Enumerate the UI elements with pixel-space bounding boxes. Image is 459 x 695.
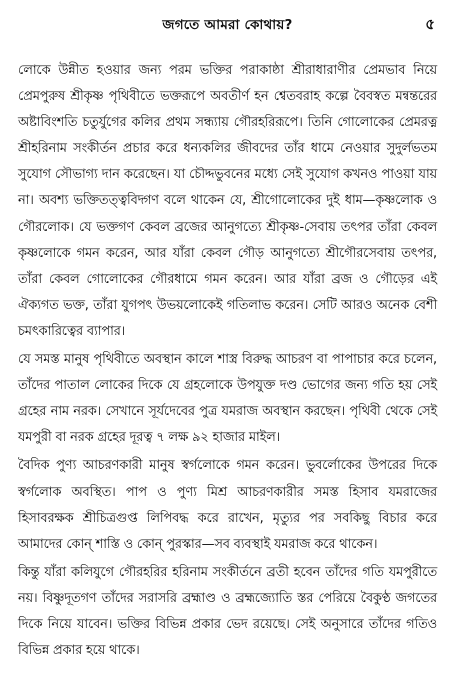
paragraph: যে সমস্ত মানুষ পৃথিবীতে অবস্থান কালে শাস্ত্র বিরুদ্ধ আচরণ বা পাপাচার করে চলেন, তাঁদের পাতাল লোকের দিকে যে গ্রহলোকে উপযুক্ত দণ্ড ভোগের জন্য গতি হয় সেই গ্রহের নাম নরক। সেখানে সূর্যদেবের পুত্র যমরাজ অবস্থান করছেন। পৃথিবী থেকে সেই যমপুরী বা নরক গ্রহের দূরত্ব ৭ লক্ষ ৯২ হাজার মাইল। — [18, 352, 437, 446]
page-header — [18, 14, 437, 36]
running-title: জগতে আমরা কোথায়? — [162, 17, 293, 33]
paragraph: কিন্তু যাঁরা কলিযুগে গৌরহরির হরিনাম সংকীর্তনে ব্রতী হবেন তাঁদের গতি যমপুরীতে নয়। বিষ্ণুদূতগণ তাঁদের সরাসরি ব্রহ্মাণ্ড ও ব্রহ্মজ্যোতি স্তর পেরিয়ে বৈকুণ্ঠ জগতের দিকে নিয়ে যাবেন। ভক্তির বিভিন্ন প্রকার ভেদ রয়েছে। সেই অনুসারে তাঁদের গতিও বিভিন্ন প্রকার হয়ে থাকে। — [18, 564, 437, 659]
paragraph: বৈদিক পুণ্য আচরণকারী মানুষ স্বর্গলোকে গমন করেন। ভুবর্লোকের উপরের দিকে স্বর্গলোক অবস্থিত। পাপ ও পুণ্য মিশ্র আচরণকারীর সমস্ত হিসাব যমরাজের হিসাবরক্ষক শ্রীচিত্রগুপ্ত লিপিবদ্ধ করে রাখেন, মৃত্যুর পর সবকিছু বিচার করে আমাদের কোন্ শাস্তি ও কোন্ পুরস্কার—সব ব্যবস্থাই যমরাজ করে থাকেন। — [18, 458, 437, 552]
body-text — [18, 58, 437, 664]
paragraph: লোকে উন্নীত হওয়ার জন্য পরম ভক্তির পরাকাষ্ঠা শ্রীরাধারাণীর প্রেমভাব নিয়ে প্রেমপুরুষ শ্রীকৃষ্ণ পৃথিবীতে ভক্তরূপে অবতীর্ণ হন শ্বেতবরাহ কল্পে বৈবস্বত মন্বন্তরের অষ্টাবিংশতি চতুর্যুগের কলির প্রথম সন্ধ্যায় গৌরহরিরূপে। তিনি গোলোকের প্রেমরত্ন শ্রীহরিনাম সংকীর্তন প্রচার করে ধন্যকলির জীবদের তাঁর ধামে নেওয়ার সুদুর্লভতম সুযোগ সৌভাগ্য দান করেছেন। যা চৌদ্দভুবনের মধ্যে সেই সুযোগ কখনও পাওয়া যায় না। অবশ্য ভক্তিতত্ত্ববিদ্গণ বলে থাকেন যে, শ্রীগোলোকের দুই ধাম—কৃষ্ণলোক ও গৌরলোক। যে ভক্তগণ কেবল ব্রজের আনুগত্যে শ্রীকৃষ্ণ-সেবায় তৎপর তাঁরা কেবল কৃষ্ণলোকে গমন করেন, আর যাঁরা কেবল গৌড় আনুগত্যে শ্রীগৌরসেবায় তৎপর, তাঁরা কেবল গোলোকের গৌরধামে গমন করেন। আর যাঁরা ব্রজ ও গৌড়ের এই ঐক্যগত ভক্ত, তাঁরা যুগপৎ উভয়লোকেই গতিলাভ করেন। সেটি আরও অনেক বেশী চমৎকারিত্বের ব্যাপার। — [18, 63, 437, 339]
page-number: ৫ — [425, 15, 435, 33]
